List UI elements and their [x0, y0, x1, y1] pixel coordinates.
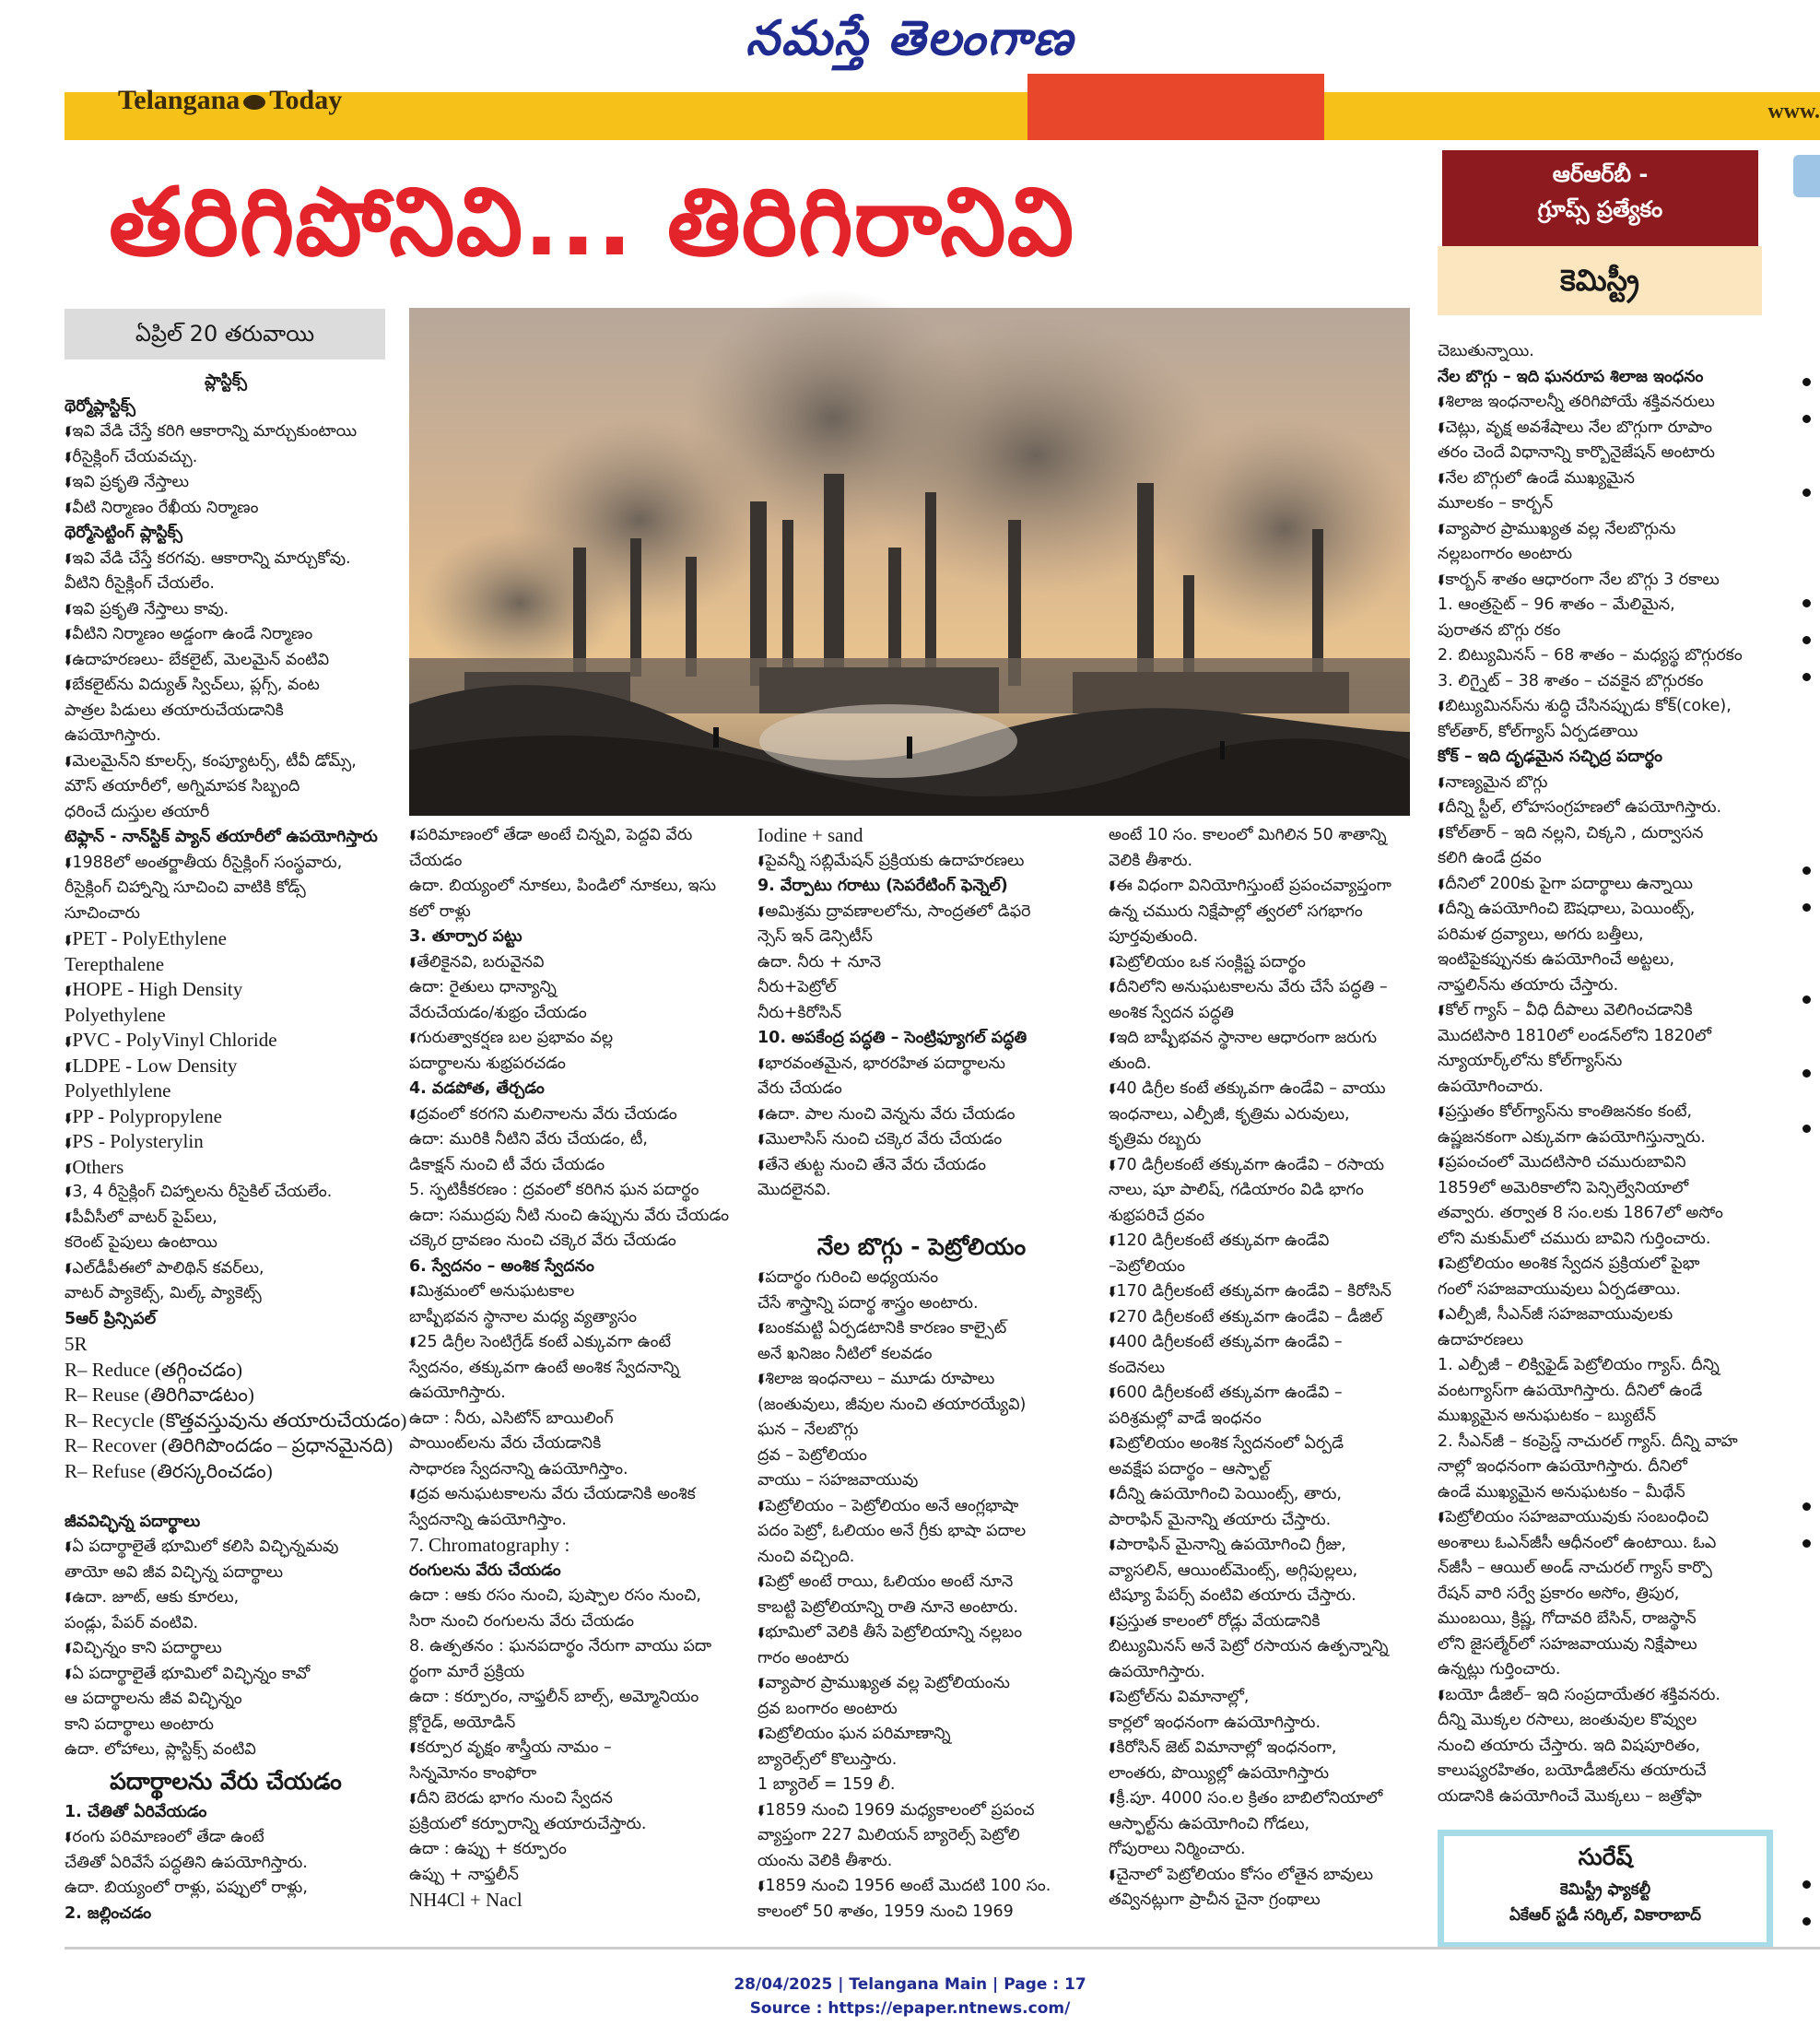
line: సూచించారు: [65, 903, 140, 923]
line: ⮮ కిరోసిన్ జెట్ విమానాల్లో ఇంధనంగా,: [1109, 1736, 1442, 1761]
line: ఇంధనాలు, ఎల్పీజీ, కృత్రిమ ఎరువులు,: [1109, 1104, 1350, 1124]
line: ⮮ బేకలైట్‌ను విద్యుత్ స్విచ్‌లు, ప్లగ్స్, వంట: [65, 673, 387, 699]
line: కాలంలో 50 శాతం, 1959 నుంచి 1969: [757, 1902, 1014, 1921]
line: ద్రవ – పెట్రోలియం: [757, 1445, 867, 1465]
line: ⮮ ఇవి ప్రకృతి నేస్తాలు కావు.: [65, 597, 387, 623]
line: వెలికి తీశారు.: [1109, 851, 1193, 870]
bullet-icon: [1802, 995, 1811, 1004]
line: ఉదా : ఆకు రసం నుంచి, పుష్పాల రసం నుంచి,: [409, 1586, 701, 1605]
line: ⮮ పదార్థం గురించి అధ్యయనం: [757, 1266, 1086, 1291]
line: ⮮ నాణ్యమైన బొగ్గు: [1438, 771, 1762, 796]
line: కలో రాళ్లు: [409, 901, 471, 921]
line: ప్రక్రియలో కర్పూరాన్ని తయారుచేస్తారు.: [409, 1814, 647, 1833]
line: న్యూయార్క్‌లోను కోల్‌గ్యాస్‌ను: [1438, 1052, 1623, 1070]
line: ⮮ మొలాసిస్ నుంచి చక్కెర వేరు చేయడం: [757, 1127, 1086, 1153]
line: చేసే శాస్త్రాన్ని పదార్థ శాస్త్రం అంటారు.: [757, 1293, 979, 1313]
line: ఆ పదార్థాలను జీవ విచ్ఛిన్నం: [65, 1690, 242, 1708]
line: ఇంటిపైకప్పునకు ఉపయోగించే అట్టలు,: [1438, 950, 1675, 969]
line: తవ్వారు. తర్వాత 8 సం.లకు 1867లో అసోం: [1438, 1204, 1723, 1222]
line: 3. లిగ్నైట్ – 38 శాతం – చవకైన బొగ్గురకం: [1438, 671, 1704, 690]
line: థెర్మోప్లాస్టిక్స్: [65, 396, 135, 416]
line: నాల్లో ఇంధనంగా ఉపయోగిస్తారు. దీనిలో: [1438, 1457, 1687, 1476]
line: పదం పెట్రో, ఓలియం అనే గ్రీకు భాషా పదాల: [757, 1522, 1027, 1540]
footer-date-page: 28/04/2025 | Telangana Main | Page : 17: [734, 1975, 1086, 1994]
bullet-icon: [1802, 1880, 1811, 1889]
column-petroleum-fractions: [1109, 823, 1442, 1929]
line: ⮮ శిలాజ ఇంధనాలు – మూడు రూపాలు: [757, 1367, 1086, 1393]
line: కాబట్టి పెట్రోలియాన్ని రాతి నూనె అంటారు.: [757, 1597, 1019, 1617]
line: నేల బొగ్గు – ఇది ఘనరూప శిలాజ ఇంధనం: [1438, 367, 1704, 386]
line: Terepthalene: [65, 952, 165, 975]
line: కరెంట్ పైపులు ఉంటాయి: [65, 1233, 217, 1252]
line: ⮮ PET - PolyEthylene: [65, 926, 387, 952]
line: 5R: [65, 1333, 88, 1355]
line: ఉపయోగించారు.: [1438, 1077, 1544, 1096]
continuation-label: ఏప్రిల్ 20 తరువాయి: [65, 309, 385, 359]
line: గారం అంటారు: [757, 1648, 850, 1667]
line: చక్కెర ద్రావణం నుంచి చక్కెర వేరు చేయడం: [409, 1231, 676, 1250]
line: ⮮ కర్పూర వృక్షం శాస్త్రీయ నామం –: [409, 1736, 734, 1761]
line: పదార్థాలను శుభ్రపరచడం: [409, 1054, 566, 1073]
bullet-icon: [1802, 599, 1811, 607]
line: ⮮ పెట్రో అంటే రాయి, ఓలియం అంటే నూనె: [757, 1570, 1086, 1596]
line: ⮮ పరిమాణంలో తేడా అంటే చిన్నవి, పెద్దవి వేరు: [409, 823, 734, 849]
line: మూలకం – కార్బన్: [1438, 494, 1554, 512]
line: R– Recover (తిరిగిపొందడం – ప్రధానమైనది): [65, 1434, 393, 1456]
line: లాంతరు, పొయ్యిల్లో ఉపయోగిస్తారు: [1109, 1763, 1330, 1783]
line: ⮮ నేల బొగ్గులో ఉండే ముఖ్యమైన: [1438, 466, 1762, 492]
line: 8. ఉత్పతనం : ఘనపదార్థం నేరుగా వాయు పదా: [409, 1637, 712, 1655]
line: వేరు చేయడం: [757, 1079, 842, 1098]
line: సిరా నుంచి రంగులను వేరు చేయడం: [409, 1611, 635, 1631]
line: ఉదా. బియ్యంలో రాళ్లు, పప్పులో రాళ్లు,: [65, 1879, 308, 1897]
line: అనే ఖనిజం నీటిలో కలవడం: [757, 1344, 933, 1363]
line: ⮮ 40 డిగ్రీల కంటే తక్కువగా ఉండేవి – వాయు: [1109, 1077, 1442, 1102]
line: కలిగి ఉండే ద్రవం: [1438, 849, 1542, 867]
banner-brand-2: Today: [269, 85, 343, 115]
line: పరిశ్రమల్లో వాడే ఇంధనం: [1109, 1408, 1262, 1428]
line: 2. జల్లించడం: [65, 1903, 152, 1923]
line: ⮮ ఇవి వేడి చేస్తే కరగవు. ఆకారాన్ని మార్చుకోవు.: [65, 547, 387, 572]
line: ⮮ రీసైక్లింగ్ చేయవచ్చు.: [65, 445, 387, 471]
line: ఘన – నేలబొగ్గు: [757, 1420, 859, 1439]
line: ⮮ ఏ పదార్థాలైతే భూమిలో విచ్ఛిన్నం కావో: [65, 1662, 387, 1688]
line: ⮮ ఎల్పీజీ, సీఎన్‌జీ సహజవాయువులకు: [1438, 1302, 1762, 1328]
bullet-icon: [1802, 415, 1811, 423]
line: ⮮ బంకమట్టి ఏర్పడటానికి కారణం కాల్సైట్: [757, 1316, 1086, 1342]
exam-label-line1: ఆర్‌ఆర్‌బీ -: [1552, 161, 1649, 187]
line: ⮮ ప్రస్తుత కాలంలో రోడ్లు వేయడానికి: [1109, 1609, 1442, 1635]
line: R– Recycle (కొత్తవస్తువును తయారుచేయడం): [65, 1408, 407, 1431]
line: ⮮ 400 డిగ్రీలకంటే తక్కువగా ఉండేవి –: [1109, 1330, 1442, 1356]
line: లోని మకుమ్‌లో చమురు బావిని గుర్తించారు.: [1438, 1229, 1711, 1248]
brand-emblem-icon: [243, 95, 265, 110]
line: ⮮ అమిశ్రమ ద్రావణాలలోను, సాంద్రతలో డిఫరె: [757, 900, 1086, 925]
line: 5ఆర్ ప్రిన్సిపల్: [65, 1309, 157, 1328]
line: ⮮ ఇది బాష్పీభవన స్థానాల ఆధారంగా జరుగు: [1109, 1026, 1442, 1052]
line: వేరుచేయడం/శుభ్రం చేయడం: [409, 1003, 587, 1022]
line: 1859లో అమెరికాలోని పెన్సిల్వేనియాలో: [1438, 1178, 1689, 1197]
line: 7. Chromatography :: [409, 1534, 570, 1556]
bullet-icon: [1802, 903, 1811, 912]
line: ⮮ దీన్ని స్టీల్, లోహసంగ్రహణలో ఉపయోగిస్తారు.: [1438, 795, 1762, 821]
line: ⮮ మెలమైన్‌ని కూలర్స్, కంప్యూటర్స్, టీవీ డోమ్స్,: [65, 749, 387, 775]
divider: [65, 1947, 1820, 1950]
line: ⮮ వ్యాపార ప్రాముఖ్యత వల్ల పెట్రోలియంను: [757, 1671, 1086, 1697]
line: కార్లలో ఇంధనంగా ఉపయోగిస్తారు.: [1109, 1713, 1321, 1732]
line: ⮮ దీని బెరడు భాగం నుంచి స్వేదన: [409, 1786, 734, 1812]
line: స్వేదనాన్ని ఉపయోగిస్తాం.: [409, 1510, 567, 1529]
subheading: నేల బొగ్గు - పెట్రోలియం: [816, 1233, 1027, 1260]
line: R– Reduce (తగ్గించడం): [65, 1358, 243, 1381]
line: వ్యాప్తంగా 227 మిలియన్ బ్యారెల్స్ పెట్రోలి: [757, 1826, 1020, 1844]
line: నల్లబంగారం అంటారు: [1438, 545, 1573, 563]
line: –పెట్రోలియం: [1109, 1256, 1185, 1276]
line: ⮮ వ్యాపార ప్రాముఖ్యత వల్ల నేలబొగ్గును: [1438, 517, 1762, 543]
line: ముంబయి, క్రిష్ణ, గోదావరి బేసిన్, రాజస్థాన్: [1438, 1609, 1697, 1628]
line: 1. ఎల్పీజీ – లిక్విఫైడ్ పెట్రోలియం గ్యాస్. దీన్ని: [1438, 1356, 1720, 1374]
line: కృత్రిమ రబ్బరు: [1109, 1130, 1202, 1149]
column-coal-petroleum: [757, 823, 1086, 1929]
line: ⮮ క్రీ.పూ. 4000 సం.ల క్రితం బాబిలోనియాలో: [1109, 1786, 1442, 1812]
line: ⮮ 1859 నుంచి 1956 అంటే మొదటి 100 సం.: [757, 1874, 1086, 1900]
line: 1. చేతితో ఏరివేయడం: [65, 1802, 207, 1821]
line: ⮮ బిట్యుమినస్‌ను శుద్ధి చేసినప్పుడు కోక్(coke),: [1438, 694, 1762, 720]
line: 2. సీఎన్‌జీ – కంప్రెస్డ్ నాచురల్ గ్యాస్. దీన్ని వాహ: [1438, 1431, 1738, 1451]
line: కాలుష్యరహితం, బయోడీజిల్‌ను తయారుచే: [1438, 1761, 1707, 1780]
line: చెబుతున్నాయి.: [1438, 342, 1534, 360]
bullet-icon: [1802, 673, 1811, 681]
line: ఉదా : ఉప్పు + కర్పూరం: [409, 1840, 567, 1858]
line: నీరు+కిరోసిన్: [757, 1003, 842, 1022]
line: ఉపయోగిస్తారు.: [1109, 1662, 1205, 1681]
line: ⮮ పైవన్నీ సబ్లిమేషన్ ప్రక్రియకు ఉదాహరణలు: [757, 849, 1086, 875]
line: ⮮ కార్బన్ శాతం ఆధారంగా నేల బొగ్గు 3 రకాలు: [1438, 568, 1762, 594]
line: ఉదా: మురికి నీటిని వేరు చేయడం, టీ,: [409, 1130, 648, 1149]
line: ఉష్ణజనకంగా ఎక్కువగా ఉపయోగిస్తున్నారు.: [1438, 1127, 1706, 1147]
line: ఆస్ఫాల్ట్‌ను ఉపయోగించి గోడలు,: [1109, 1814, 1310, 1833]
line: పూర్తవుతుంది.: [1109, 927, 1199, 946]
line: ర్థంగా మారే ప్రక్రియ: [409, 1662, 525, 1681]
supplement-banner: [65, 85, 1820, 140]
line: ద్రవ బంగారం అంటారు: [757, 1699, 898, 1718]
line: ⮮ ఈ విధంగా వినియోగిస్తుంటే ప్రపంచవ్యాప్తంగా: [1109, 874, 1442, 900]
line: ఉదా: సముద్రపు నీటి నుంచి ఉప్పును వేరు చేయడం: [409, 1206, 730, 1225]
line: వంటగ్యాస్‌గా ఉపయోగిస్తారు. దీనిలో ఉండే: [1438, 1381, 1703, 1400]
line: మొదటిసారి 1810లో లండన్‌లోని 1820లో: [1438, 1026, 1711, 1045]
line: NH4Cl + Nacl: [409, 1889, 523, 1911]
line: ⮮ ఇవి ప్రకృతి నేస్తాలు: [65, 470, 387, 496]
banner-url: www.: [1767, 100, 1820, 124]
line: 3. తూర్పార పట్టు: [409, 927, 523, 946]
line: డికాక్షన్ నుంచి టీ వేరు చేయడం: [409, 1155, 605, 1174]
line: చేయడం: [409, 851, 463, 870]
line: ⮮ భూమిలో వెలికి తీసే పెట్రోలియాన్ని నల్లబం: [757, 1620, 1086, 1646]
author-role: కెమిస్ట్రీ ఫ్యాకల్టీ: [1559, 1880, 1651, 1899]
bullet-icon: [1802, 1125, 1811, 1133]
line: ⮮ వీటిని నిర్మాణం అడ్డంగా ఉండే నిర్మాణం: [65, 622, 387, 648]
line: ⮮ పెట్రోలియం అంశిక స్వేదన ప్రక్రియలో పైభా: [1438, 1252, 1762, 1278]
line: నాఫ్తలిన్‌ను తయారు చేస్తారు.: [1438, 975, 1619, 995]
line: ⮮ పెట్రోలియం ఒక సంక్లిష్ట పదార్థం: [1109, 950, 1442, 976]
line: మౌస్ తయారీలో, అగ్నిమాపక సిబ్బంది: [65, 777, 300, 795]
line: ⮮ దీన్ని ఉపయోగించి ఔషధాలు, పెయింట్స్,: [1438, 897, 1762, 923]
line: వాయు – సహజవాయువు: [757, 1471, 919, 1490]
line: ⮮ 1859 నుంచి 1969 మధ్యకాలంలో ప్రపంచ: [757, 1798, 1086, 1824]
line: ⮮ ఏ పదార్థాలైతే భూమిలో కలిసి విచ్ఛిన్నమవు: [65, 1535, 387, 1561]
line: R– Reuse (తిరిగివాడటం): [65, 1384, 254, 1406]
line: దీన్ని మొక్కల రసాలు, జంతువుల కొవ్వుల: [1438, 1711, 1697, 1729]
line: ⮮ 25 డిగ్రీల సెంటిగ్రేడ్ కంటే ఎక్కువగా ఉంటే: [409, 1330, 734, 1356]
line: పురాతన బొగ్గు రకం: [1438, 620, 1561, 640]
line: ⮮ దీనిలో 200కు పైగా పదార్థాలు ఉన్నాయి: [1438, 872, 1762, 898]
industrial-pollution-photo: [409, 308, 1410, 816]
column-separation-methods: [409, 823, 734, 1929]
line: స్వేదనం, తక్కువగా ఉంటే అంశిక స్వేదనాన్ని: [409, 1358, 680, 1377]
line: టెఫ్లాన్ - నాన్‌స్టిక్ ప్యాన్ తయారీలో ఉపయోగిస్తారు: [65, 828, 378, 846]
line: ఉపయోగిస్తారు.: [409, 1384, 506, 1402]
line: శుభ్రపరిచే ద్రవం: [1109, 1206, 1205, 1225]
line: ⮮ పెట్రోల్‌ను విమానాల్లో,: [1109, 1685, 1442, 1711]
line: పాయింట్‌లను వేరు చేయడానికి: [409, 1434, 602, 1453]
line: ఉదా : కర్పూరం, నాఫ్తలీన్ బాల్స్, అమ్మోనియం: [409, 1688, 699, 1706]
line: ⮮ ఎల్‌డీపీఈలో పాలిథిన్ కవర్‌లు,: [65, 1256, 387, 1282]
line: ఉదా. బియ్యంలో నూకలు, పిండిలో నూకలు, ఇసు: [409, 877, 717, 895]
line: 1 బ్యారెల్ = 159 లీ.: [757, 1775, 896, 1794]
line: ధరించే దుస్తుల తయారీ: [65, 802, 210, 821]
line: 10. అపకేంద్ర పద్ధతి – సెంట్రిఫ్యూగల్ పద్ధతి: [757, 1029, 1027, 1047]
line: 4. వడపోత, తేర్చడం: [409, 1079, 545, 1098]
line: ఉదా : నీరు, ఎసిటోన్ బాయిలింగ్: [409, 1408, 614, 1428]
line: కోక్ – ఇది దృఢమైన సచ్ఛిద్ర పదార్థం: [1438, 748, 1662, 766]
line: ⮮ కోల్ గ్యాస్ – వీధి దీపాలు వెలిగించడానికి: [1438, 998, 1762, 1024]
line: పండ్లు, పేపర్ వంటివి.: [65, 1613, 199, 1632]
line: ⮮ ఉదా. పాల నుంచి వెన్నను వేరు చేయడం: [757, 1102, 1086, 1128]
line: తవ్వినట్లుగా ప్రాచీన చైనా గ్రంథాలు: [1109, 1891, 1321, 1909]
line: ఉదా: రైతులు ధాన్యాన్ని: [409, 978, 557, 996]
line: ⮮ భారవంతమైన, భారరహిత పదార్థాలను: [757, 1052, 1086, 1078]
line: ⮮ ఉదా. జూట్, ఆకు కూరలు,: [65, 1585, 387, 1611]
line: నుంచి వచ్చింది.: [757, 1547, 855, 1566]
line: 2. బిట్యుమినస్ – 68 శాతం – మధ్యస్థ బొగ్గురకం: [1438, 646, 1743, 665]
line: ⮮ శిలాజ ఇంధనాలన్నీ తరిగిపోయే శక్తివనరులు: [1438, 390, 1762, 416]
line: ⮮ 600 డిగ్రీలకంటే తక్కువగా ఉండేవి –: [1109, 1381, 1442, 1407]
line: ⮮ విచ్ఛిన్నం కాని పదార్థాలు: [65, 1636, 387, 1662]
line: ప్లాస్టిక్స్: [204, 371, 248, 390]
line: ⮮ చెట్లు, వృక్ష అవశేషాలు నేల బొగ్గుగా రూపాం: [1438, 416, 1762, 442]
line: ⮮ పారాఫిన్ మైనాన్ని ఉపయోగించి గ్రీజు,: [1109, 1533, 1442, 1559]
bullet-icon: [1802, 489, 1811, 497]
line: Polyethlylene: [65, 1079, 171, 1101]
line: థెర్మోసెట్టింగ్ ప్లాస్టిక్స్: [65, 524, 182, 542]
line: ⮮ పీవీసీలో వాటర్ పైప్‌లు,: [65, 1206, 387, 1231]
line: 6. స్వేదనం – అంశిక స్వేదనం: [409, 1256, 594, 1276]
line: [757, 1204, 1086, 1230]
line: అంటే 10 సం. కాలంలో మిగిలిన 50 శాతాన్ని: [1109, 826, 1387, 844]
line: ⮮ ప్రస్తుతం కోల్‌గ్యాస్‌ను కాంతిజనకం కంటే,: [1438, 1100, 1762, 1125]
line: క్లోరైడ్, అయోడిన్: [409, 1713, 516, 1732]
column-coal-gas: [1438, 339, 1762, 1832]
line: ⮮ దీన్ని ఉపయోగించి పెయింట్స్, తారు,: [1109, 1482, 1442, 1508]
page-headline: తరిగిపోనివి... తిరిగిరానివి: [109, 168, 1075, 277]
subject-label: కెమిస్ట్రీ: [1438, 246, 1762, 315]
bullet-icon: [1802, 1539, 1811, 1548]
subheading: పదార్థాలను వేరు చేయడం: [110, 1767, 342, 1795]
line: ⮮ PVC - PolyVinyl Chloride: [65, 1028, 387, 1054]
line: Polyethylene: [65, 1003, 166, 1026]
line: ఉండే ముఖ్యమైన అనుఘటకం – మీథేన్: [1438, 1482, 1685, 1502]
line: గంలో సహజవాయువులు ఏర్పడతాయి.: [1438, 1279, 1681, 1299]
adjacent-page-icon: [1793, 155, 1820, 197]
line: (జంతువులు, జీవుల నుంచి తయారయ్యేవి): [757, 1395, 1027, 1414]
line: ఉప్పు + నాఫ్తలీన్: [409, 1865, 519, 1884]
line: బాష్పీభవన స్థానాల మధ్య వ్యత్యాసం: [409, 1307, 637, 1326]
bullet-icon: [1802, 1917, 1811, 1926]
line: ఉపయోగిస్తారు.: [65, 726, 161, 745]
line: లోని జైసల్మేర్‌లో సహజవాయువు నిక్షేపాలు: [1438, 1634, 1697, 1654]
line: ⮮ 1988లో అంతర్జాతీయ రీసైక్లింగ్ సంస్థవారు,: [65, 851, 387, 877]
line: ⮮ ప్రపంచంలో మొదటిసారి చమురుబావిని: [1438, 1150, 1762, 1176]
line: ఉదాహరణలు: [1438, 1330, 1523, 1349]
line: చేతితో ఏరివేసే పద్ధతిని ఉపయోగిస్తారు.: [65, 1853, 308, 1872]
line: బిట్యుమినస్ అనే పెట్రో రసాయన ఉత్పన్నాన్ని: [1109, 1637, 1389, 1655]
line: అంశిక స్వేదన పద్ధతి: [1109, 1003, 1234, 1022]
line: రంగులను వేరు చేయడం: [409, 1561, 561, 1580]
line: ⮮ 70 డిగ్రీలకంటే తక్కువగా ఉండేవి – రసాయ: [1109, 1153, 1442, 1179]
bullet-icon: [1802, 1069, 1811, 1078]
page-footer: [0, 1973, 1820, 2020]
line: రేషన్ వారి సర్వే ప్రకారం అసోం, త్రిపుర,: [1438, 1584, 1680, 1603]
line: ⮮ మిశ్రమంలో అనుఘటకాల: [409, 1279, 734, 1305]
line: ⮮ రంగు పరిమాణంలో తేడా ఉంటే: [65, 1825, 387, 1851]
author-organization: ఏకేఆర్ స్టడీ సర్కిల్, వికారాబాద్: [1509, 1906, 1702, 1925]
line: అంశాలు ఓఎన్‌జీసీ ఆధీనంలో ఉంటాయి. ఓఎ: [1438, 1533, 1717, 1552]
line: 5. స్ఫటికీకరణం : ద్రవంలో కరిగిన ఘన పదార్థం: [409, 1181, 699, 1199]
line: తుంది.: [1109, 1054, 1152, 1073]
line: ⮮ చైనాలో పెట్రోలియం కోసం లోతైన బావులు: [1109, 1863, 1442, 1889]
masthead: [0, 0, 1820, 83]
line: ఉదా. లోహాలు, ప్లాస్టిక్స్ వంటివి: [65, 1740, 256, 1759]
line: ⮮ తేనె తుట్ట నుంచి తేనె వేరు చేయడం: [757, 1153, 1086, 1179]
line: ⮮ తేలికైనవి, బరువైనవి: [409, 950, 734, 976]
line: ⮮ LDPE - Low Density: [65, 1054, 387, 1079]
line: ⮮ Others: [65, 1155, 387, 1181]
line: ⮮ పెట్రోలియం – పెట్రోలియం అనే ఆంగ్లభాషా: [757, 1494, 1086, 1520]
author-name: సురేష్: [1578, 1844, 1633, 1870]
column-plastics: [65, 369, 407, 1923]
line: తాయో అవి జీవ విచ్ఛిన్న పదార్థాలు: [65, 1562, 284, 1582]
line: వీటిని రీసైక్లింగ్ చేయలేం.: [65, 574, 215, 593]
line: ⮮ పెట్రోలియం ఘన పరిమాణాన్ని: [757, 1722, 1086, 1748]
line: ⮮ పెట్రోలియం సహజవాయువుకు సంబంధించి: [1438, 1505, 1762, 1531]
line: ⮮ బయో డీజిల్– ఇది సంప్రదాయేతర శక్తివనరు.: [1438, 1683, 1762, 1709]
line: నుంచి తయారు చేస్తారు. ఇది విషపూరితం,: [1438, 1736, 1701, 1755]
line: పారాఫిన్ మైనాన్ని తయారు చేస్తారు.: [1109, 1510, 1332, 1529]
line: సిన్నమోనం కాంఫోరా: [409, 1763, 537, 1783]
line: వాటర్ ప్యాకెట్స్, మిల్క్ ప్యాకెట్స్: [65, 1284, 262, 1302]
bullet-icon: [1802, 1502, 1811, 1511]
line: ⮮ ఉదాహరణలు- బేకలైట్, మెలమైన్ వంటివి: [65, 648, 387, 674]
bullet-icon: [1802, 378, 1811, 386]
line: పరిమళ ద్రవ్యాలు, అగరు బత్తీలు,: [1438, 925, 1644, 944]
line: కాని పదార్థాలు అంటారు: [65, 1714, 214, 1734]
line: వ్యాసలిన్, ఆయింట్‌మెంట్స్, అగ్గిపుల్లలు,: [1109, 1561, 1358, 1580]
line: ⮮ వీటి నిర్మాణం రేఖీయ నిర్మాణం: [65, 496, 387, 522]
line: ⮮ 270 డిగ్రీలకంటే తక్కువగా ఉండేవి – డీజిల్: [1109, 1305, 1442, 1331]
line: 9. వేర్పాటు గరాటు (సెపరేటింగ్ ఫెన్నెల్): [757, 877, 1008, 895]
bullet-icon: [1802, 636, 1811, 644]
line: న్‌జీసీ – ఆయిల్ అండ్ నాచురల్ గ్యాస్ కార్పొ: [1438, 1559, 1712, 1577]
line: గోపురాలు నిర్మించారు.: [1109, 1840, 1246, 1858]
line: బ్యారెల్స్‌లో కొలుస్తారు.: [757, 1749, 898, 1769]
line: న్సెస్ ఇన్ డెన్సిటీస్: [757, 927, 873, 946]
line: ⮮ దీనిలోని అనుఘటకాలను వేరు చేసే పద్ధతి –: [1109, 975, 1442, 1001]
line: మొదలైనవి.: [757, 1181, 831, 1199]
line: ⮮ 3, 4 రీసైక్లింగ్ చిహ్నాలను రీసైకిల్ చేయలేం.: [65, 1180, 387, 1206]
line: Iodine + sand: [757, 824, 863, 846]
newspaper-logo: నమస్తే తెలంగాణ: [746, 10, 1074, 66]
line: ⮮ HOPE - High Density: [65, 977, 387, 1003]
banner-brand: Telangana: [118, 85, 241, 115]
line: ఉన్న చమురు నిక్షేపాల్లో త్వరలో సగభాగం: [1109, 901, 1363, 921]
line: నీరు+పెట్రోల్: [757, 978, 837, 996]
line: ముఖ్యమైన అనుఘటకం – బ్యుటేన్: [1438, 1407, 1657, 1425]
line: ⮮ 170 డిగ్రీలకంటే తక్కువగా ఉండేవి – కిరోసిన్: [1109, 1279, 1442, 1305]
line: నాలు, షూ పాలిష్, గడియారం విడి భాగం: [1109, 1181, 1364, 1199]
line: యంను వెలికి తీశారు.: [757, 1851, 893, 1870]
banner-logo-block: [1027, 74, 1324, 140]
line: సాధారణ స్వేదనాన్ని ఉపయోగిస్తాం.: [409, 1459, 628, 1478]
line: ⮮ PS - Polysterylin: [65, 1129, 387, 1155]
line: రీసైక్లింగ్ చిహ్నాన్ని సూచించి వాటికి కోడ్స్: [65, 878, 306, 897]
line: ⮮ గురుత్వాకర్షణ బల ప్రభావం వల్ల: [409, 1026, 734, 1052]
line: R– Refuse (తిరస్కరించడం): [65, 1459, 273, 1482]
exam-label-line2: గ్రూప్స్ ప్రత్యేకం: [1537, 196, 1663, 222]
line: ⮮ పెట్రోలియం అంశిక స్వేదనంలో ఏర్పడే: [1109, 1431, 1442, 1457]
line: 1. ఆంత్రసైట్ – 96 శాతం – మేలిమైన,: [1438, 595, 1675, 614]
line: యడానికి ఉపయోగించే మొక్కలు – జత్రోఫా: [1438, 1786, 1702, 1806]
line: పాత్రల పిడులు తయారుచేయడానికి: [65, 701, 284, 720]
line: ⮮ కోల్‌తార్ – ఇది నల్లని, చిక్కని , దుర్వాసన: [1438, 821, 1762, 847]
exam-label-box: [1442, 150, 1758, 246]
adjacent-page-edge: [1799, 369, 1817, 1880]
line: ⮮ ద్రవ అనుఘటకాలను వేరు చేయడానికి అంశిక: [409, 1482, 734, 1508]
line: ⮮ ద్రవంలో కరగని మలినాలను వేరు చేయడం: [409, 1102, 734, 1128]
line: కోల్‌తార్, కోల్‌గ్యాస్ ఏర్పడతాయి: [1438, 722, 1638, 741]
line: [65, 1484, 387, 1510]
line: ⮮ ఇవి వేడి చేస్తే కరిగి ఆకారాన్ని మార్చుకుంటాయి: [65, 419, 387, 445]
line: ఉదా. నీరు + నూనె: [757, 952, 882, 972]
bullet-icon: [1802, 866, 1811, 875]
line: అవక్షేప పదార్థం – ఆస్ఫాల్ట్: [1109, 1459, 1271, 1478]
line: తరం చెందే విధానాన్ని కార్బొనైజేషన్ అంటారు: [1438, 443, 1715, 462]
line: ఉన్నట్లు గుర్తించారు.: [1438, 1660, 1561, 1679]
line: ⮮ 120 డిగ్రీలకంటే తక్కువగా ఉండేవి: [1109, 1229, 1442, 1255]
line: ⮮ PP - Polypropylene: [65, 1104, 387, 1130]
line: టిష్యూ పేపర్స్ వంటివి తయారు చేస్తారు.: [1109, 1586, 1356, 1605]
line: కందెనలు: [1109, 1358, 1166, 1377]
author-credit: [1438, 1830, 1773, 1949]
footer-source[interactable]: Source : https://epaper.ntnews.com/: [749, 1999, 1071, 2018]
line: జీవవిచ్ఛిన్న పదార్థాలు: [65, 1512, 201, 1531]
